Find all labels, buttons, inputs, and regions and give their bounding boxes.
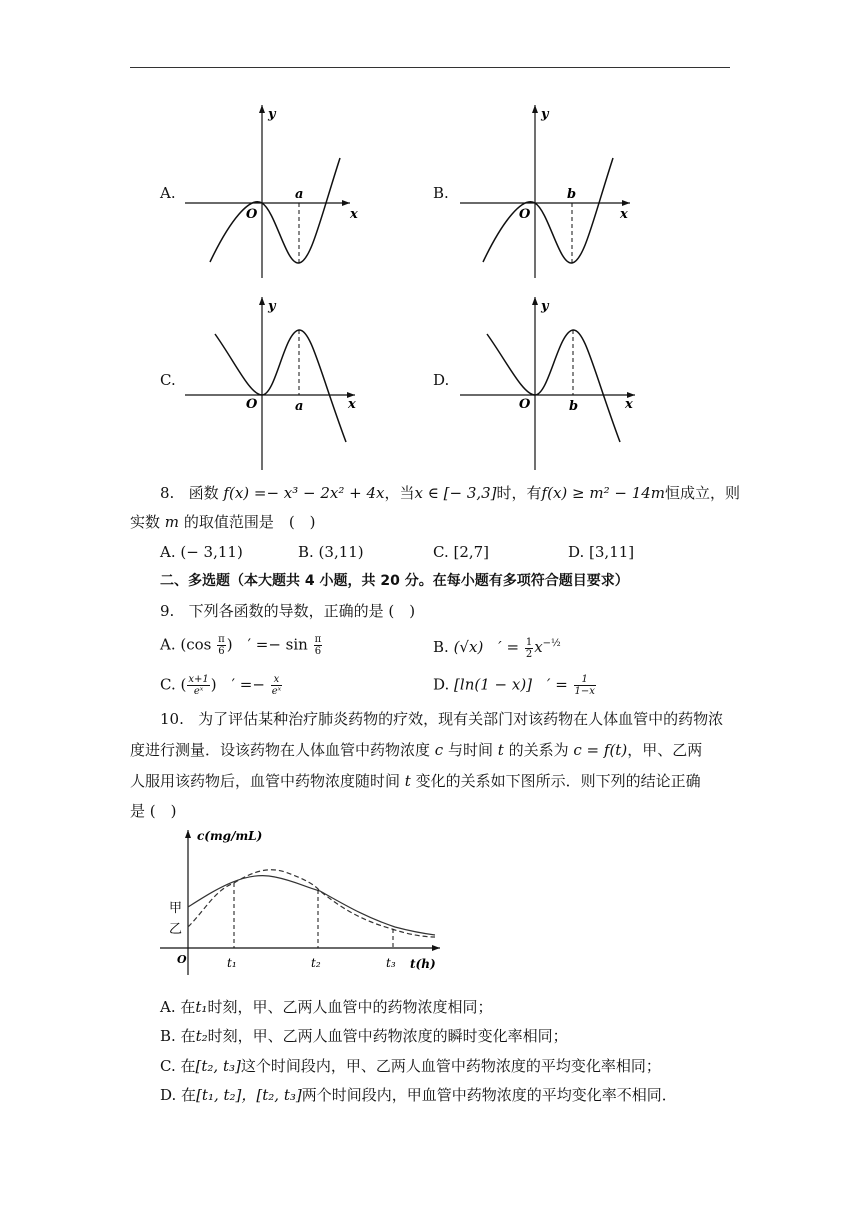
- frac-num: π: [314, 634, 322, 645]
- fraction: [271, 674, 282, 697]
- q9-option-a: [160, 634, 323, 657]
- frac-num: π: [218, 634, 225, 645]
- fraction: [574, 674, 596, 697]
- q10-option-c: [160, 1056, 661, 1076]
- option-math: t₁: [195, 998, 208, 1016]
- q8-inequality: f(x) ≥ m² − 14m: [541, 484, 666, 502]
- q8-condition: x ∈ [− 3,3]: [414, 484, 497, 502]
- q9-option-d: [433, 674, 597, 697]
- q8-var-m: m: [164, 513, 180, 531]
- header-rule: [130, 67, 730, 68]
- frac-den: 6: [314, 646, 322, 657]
- q10-text: 变化的关系如下图所示．则下列的结论正确: [415, 772, 701, 790]
- origin-label: O: [519, 397, 531, 412]
- option-text: 在: [180, 998, 196, 1016]
- q10-text: 人服用该药物后，血管中药物浓度随时间: [130, 772, 401, 790]
- option-math: [t₂, t₃]: [195, 1057, 241, 1075]
- option-text: 在: [181, 1086, 197, 1104]
- q8-num: 8.: [160, 484, 175, 502]
- q8-line1: [160, 483, 740, 503]
- x-label: x: [348, 397, 356, 412]
- q8-text: 恒成立，则: [665, 484, 741, 502]
- q9-a-label: A.: [160, 635, 176, 654]
- q9-c-label: C.: [160, 675, 176, 694]
- x-axis-label: t(h): [410, 957, 436, 971]
- q10-text: 与时间: [447, 741, 493, 759]
- section-heading: 二、多选题（本大题共 4 小题，共 20 分。在每小题有多项符合题目要求）: [160, 573, 629, 589]
- frac-num: x+1: [188, 674, 209, 685]
- graph-c: [180, 292, 380, 472]
- y-label: y: [268, 299, 276, 314]
- option-text: 时刻，甲、乙两人血管中药物浓度的瞬时变化率相同；: [207, 1027, 568, 1045]
- q9-a-text: (cos: [180, 635, 212, 654]
- q8-text: 的取值范围是 ( ): [183, 513, 316, 531]
- origin-label: O: [246, 207, 258, 222]
- q9-b-x: x: [534, 638, 543, 656]
- option-text: 这个时间段内，甲、乙两人血管中药物浓度的平均变化率相同；: [240, 1057, 661, 1075]
- q10-line2: [130, 740, 702, 760]
- origin-label: O: [177, 953, 187, 966]
- q9-b-label: B.: [433, 638, 449, 656]
- t3-label: t₃: [386, 956, 396, 970]
- option-label: A.: [160, 998, 176, 1016]
- frac-den: eˣ: [271, 686, 282, 697]
- concentration-graph: [155, 825, 445, 985]
- q10-line1: [160, 709, 723, 729]
- q8-function: f(x) =− x³ − 2x² + 4x: [223, 484, 385, 502]
- q8-option-b: B. (3,11): [298, 543, 364, 561]
- q9-stem-text: 下列各函数的导数，正确的是 ( ): [188, 602, 416, 620]
- q8-text: 时，有: [496, 484, 542, 502]
- option-text: 两个时间段内，甲血管中药物浓度的平均变化率不相同．: [301, 1086, 677, 1104]
- frac-den: 1−x: [574, 686, 595, 697]
- q10-var-c: c: [434, 741, 444, 759]
- frac-num: 1: [525, 636, 533, 648]
- q8-option-a: A. (− 3,11): [160, 543, 243, 561]
- q10-line3: [130, 771, 701, 791]
- q8-option-d: D. [3,11]: [568, 543, 635, 561]
- q10-num: 10.: [160, 710, 184, 728]
- q10-text: 度进行测量．设该药物在人体血管中药物浓度: [130, 741, 431, 759]
- option-text: 在: [180, 1057, 196, 1075]
- mark-label: b: [567, 187, 577, 202]
- fraction: [217, 634, 226, 657]
- frac-den: 2: [525, 648, 533, 660]
- y-axis-label: c(mg/mL): [197, 829, 263, 843]
- q10-text: 为了评估某种治疗肺炎药物的疗效，现有关部门对该药物在人体血管中的药物浓: [198, 710, 724, 728]
- option-label: B.: [160, 1027, 176, 1045]
- y-label: y: [541, 107, 549, 122]
- x-label: x: [620, 207, 628, 222]
- frac-num: 1: [574, 674, 596, 686]
- x-label: x: [625, 397, 633, 412]
- q8-line2: [130, 512, 316, 532]
- t2-label: t₂: [311, 956, 321, 970]
- option-label: D.: [160, 1086, 177, 1104]
- option-math: t₂: [195, 1027, 208, 1045]
- fraction: [187, 674, 209, 697]
- q10-option-b: [160, 1026, 568, 1046]
- y-label: y: [541, 299, 549, 314]
- q10-option-d: [160, 1085, 677, 1105]
- q9-a-text: ) ′ =− sin: [226, 635, 308, 654]
- q9-d-label: D.: [433, 675, 450, 694]
- q8-text: ，当: [384, 484, 415, 502]
- mark-label: a: [295, 399, 304, 414]
- option-b-label: B.: [433, 184, 449, 202]
- q10-option-a: [160, 997, 492, 1017]
- q9-stem: [160, 601, 415, 621]
- t1-label: t₁: [227, 956, 237, 970]
- frac-den: 6: [218, 646, 225, 657]
- q10-var-t: t: [404, 772, 411, 790]
- q10-var-t: t: [497, 741, 504, 759]
- option-text: 时刻，甲、乙两人血管中的药物浓度相同；: [207, 998, 493, 1016]
- option-math: [t₁, t₂]，[t₂, t₃]: [196, 1086, 302, 1104]
- option-c-label: C.: [160, 371, 176, 389]
- option-label: C.: [160, 1057, 176, 1075]
- option-a-label: A.: [160, 184, 176, 202]
- option-d-label: D.: [433, 371, 450, 389]
- jia-label: 甲: [169, 901, 183, 916]
- q9-d-text: [ln(1 − x)] ′ =: [454, 675, 568, 694]
- q9-b-text: (√x) ′ =: [453, 638, 520, 656]
- q9-option-c: C. ( $\frac{x+1}{\text{eˣ}}$ ) ′ =− $\frac{x}{\text{eˣ}}$: [160, 674, 282, 697]
- q8-text: 函数: [188, 484, 219, 502]
- q10-text: 的关系为: [508, 741, 569, 759]
- q8-text: 实数: [130, 513, 161, 531]
- mark-label: b: [569, 399, 579, 414]
- mark-label: a: [295, 187, 304, 202]
- frac-num: x: [271, 674, 282, 686]
- q10-text: ，甲、乙两: [627, 741, 703, 759]
- fraction: [314, 634, 323, 657]
- q9-option-b: [433, 634, 561, 660]
- origin-label: O: [519, 207, 531, 222]
- y-label: y: [268, 107, 276, 122]
- x-label: x: [350, 207, 358, 222]
- q10-line4: 是 ( ): [130, 802, 177, 820]
- option-text: 在: [180, 1027, 196, 1045]
- q10-relation: c = f(t): [573, 741, 628, 759]
- q9-num: 9.: [160, 602, 175, 620]
- fraction: [525, 637, 533, 660]
- graph-d: [455, 292, 655, 472]
- q8-option-c: C. [2,7]: [433, 543, 490, 561]
- graph-b: [455, 100, 655, 285]
- origin-label: O: [246, 397, 258, 412]
- q9-c-text: ) ′ =−: [210, 675, 265, 694]
- yi-label: 乙: [169, 922, 183, 937]
- q9-b-exponent: −½: [542, 638, 561, 649]
- graph-a: [180, 100, 380, 285]
- curve-yi: [188, 870, 435, 937]
- frac-den: eˣ: [193, 686, 204, 697]
